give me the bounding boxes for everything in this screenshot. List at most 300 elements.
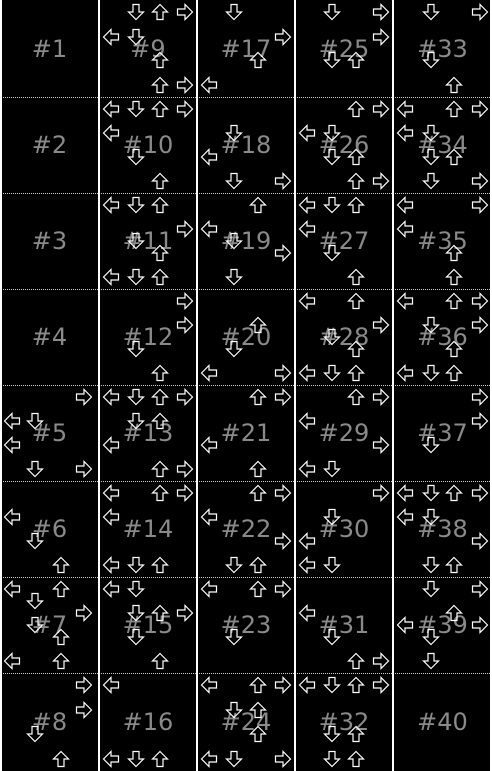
arrow-down-icon bbox=[422, 172, 440, 190]
arrow-right-icon bbox=[372, 100, 390, 118]
cell-40[interactable] bbox=[393, 673, 492, 771]
arrow-up-icon bbox=[52, 556, 70, 574]
arrow-up-icon bbox=[249, 676, 267, 694]
cell-label: #3 bbox=[31, 227, 68, 255]
cell-1[interactable] bbox=[0, 0, 99, 97]
row-divider bbox=[0, 97, 492, 98]
cell-14[interactable] bbox=[99, 481, 197, 577]
cell-label: #12 bbox=[122, 323, 174, 351]
arrow-up-icon bbox=[151, 604, 169, 622]
cell-label: #19 bbox=[220, 227, 272, 255]
row-divider bbox=[0, 577, 492, 578]
arrow-down-icon bbox=[422, 436, 440, 454]
arrow-up-icon bbox=[445, 268, 463, 286]
arrow-up-icon bbox=[151, 484, 169, 502]
arrow-up-icon bbox=[249, 580, 267, 598]
arrow-down-icon bbox=[323, 508, 341, 526]
arrow-right-icon bbox=[75, 388, 93, 406]
arrow-left-icon bbox=[298, 124, 316, 142]
cell-4[interactable] bbox=[0, 289, 99, 385]
arrow-right-icon bbox=[372, 3, 390, 21]
arrow-right-icon bbox=[176, 316, 194, 334]
arrow-down-icon bbox=[127, 628, 145, 646]
arrow-up-icon bbox=[445, 340, 463, 358]
arrow-left-icon bbox=[298, 220, 316, 238]
arrow-right-icon bbox=[372, 652, 390, 670]
arrow-down-icon bbox=[323, 556, 341, 574]
arrow-up-icon bbox=[347, 750, 365, 768]
arrow-right-icon bbox=[471, 412, 489, 430]
cell-label: #34 bbox=[417, 131, 468, 159]
arrow-down-icon bbox=[225, 556, 243, 574]
arrow-right-icon bbox=[274, 676, 292, 694]
arrow-left-icon bbox=[298, 460, 316, 478]
arrow-down-icon bbox=[422, 556, 440, 574]
arrow-up-icon bbox=[445, 604, 463, 622]
arrow-down-icon bbox=[127, 556, 145, 574]
arrow-left-icon bbox=[102, 388, 120, 406]
arrow-right-icon bbox=[75, 604, 93, 622]
arrow-right-icon bbox=[471, 100, 489, 118]
cell-label: #36 bbox=[417, 323, 468, 351]
cell-label: #38 bbox=[417, 515, 468, 543]
arrow-down-icon bbox=[422, 316, 440, 334]
arrow-right-icon bbox=[274, 388, 292, 406]
arrow-up-icon bbox=[151, 556, 169, 574]
arrow-up-icon bbox=[347, 292, 365, 310]
arrow-left-icon bbox=[200, 148, 218, 166]
arrow-up-icon bbox=[445, 364, 463, 382]
arrow-right-icon bbox=[176, 484, 194, 502]
arrow-up-icon bbox=[249, 51, 267, 69]
arrow-left-icon bbox=[3, 508, 21, 526]
arrow-down-icon bbox=[422, 484, 440, 502]
column-divider bbox=[98, 0, 100, 771]
arrow-down-icon bbox=[323, 244, 341, 262]
arrow-left-icon bbox=[3, 412, 21, 430]
arrow-up-icon bbox=[151, 412, 169, 430]
cell-37[interactable] bbox=[393, 385, 492, 481]
arrow-left-icon bbox=[396, 100, 414, 118]
arrow-right-icon bbox=[471, 388, 489, 406]
arrow-up-icon bbox=[52, 580, 70, 598]
arrow-left-icon bbox=[102, 484, 120, 502]
cell-label: #7 bbox=[31, 611, 68, 639]
cell-9[interactable] bbox=[99, 0, 197, 97]
arrow-right-icon bbox=[372, 436, 390, 454]
arrow-up-icon bbox=[52, 628, 70, 646]
arrow-up-icon bbox=[249, 725, 267, 743]
cell-13[interactable] bbox=[99, 385, 197, 481]
arrow-left-icon bbox=[396, 616, 414, 634]
arrow-right-icon bbox=[274, 580, 292, 598]
arrow-right-icon bbox=[176, 604, 194, 622]
arrow-down-icon bbox=[323, 148, 341, 166]
cell-label: #9 bbox=[130, 34, 166, 63]
arrow-down-icon bbox=[422, 652, 440, 670]
arrow-left-icon bbox=[396, 196, 414, 214]
arrow-down-icon bbox=[323, 328, 341, 346]
arrow-up-icon bbox=[347, 364, 365, 382]
arrow-left-icon bbox=[200, 580, 218, 598]
cell-3[interactable] bbox=[0, 193, 99, 289]
arrow-up-icon bbox=[151, 268, 169, 286]
arrow-down-icon bbox=[225, 701, 243, 719]
arrow-down-icon bbox=[127, 100, 145, 118]
arrow-right-icon bbox=[372, 28, 390, 46]
arrow-right-icon bbox=[274, 28, 292, 46]
arrow-up-icon bbox=[151, 196, 169, 214]
arrow-up-icon bbox=[347, 388, 365, 406]
row-divider bbox=[0, 481, 492, 482]
arrow-down-icon bbox=[127, 3, 145, 21]
row-divider bbox=[0, 385, 492, 386]
cell-label: #31 bbox=[318, 611, 370, 639]
arrow-left-icon bbox=[102, 28, 120, 46]
arrow-left-icon bbox=[102, 124, 120, 142]
cell-7[interactable] bbox=[0, 577, 99, 673]
arrow-down-icon bbox=[422, 508, 440, 526]
arrow-down-icon bbox=[225, 750, 243, 768]
arrow-left-icon bbox=[200, 750, 218, 768]
arrow-down-icon bbox=[323, 364, 341, 382]
cell-label: #20 bbox=[220, 323, 272, 351]
arrow-down-icon bbox=[127, 148, 145, 166]
cell-label: #40 bbox=[417, 708, 468, 736]
arrow-up-icon bbox=[151, 364, 169, 382]
row-divider bbox=[0, 289, 492, 290]
arrow-left-icon bbox=[102, 196, 120, 214]
arrow-down-icon bbox=[225, 268, 243, 286]
arrow-down-icon bbox=[422, 124, 440, 142]
arrow-up-icon bbox=[445, 484, 463, 502]
arrow-down-icon bbox=[26, 725, 44, 743]
cell-label: #30 bbox=[318, 515, 370, 543]
arrow-up-icon bbox=[445, 292, 463, 310]
arrow-up-icon bbox=[249, 316, 267, 334]
cell-34[interactable] bbox=[393, 97, 492, 193]
arrow-up-icon bbox=[151, 51, 169, 69]
arrow-left-icon bbox=[3, 436, 21, 454]
arrow-left-icon bbox=[200, 364, 218, 382]
arrow-up-icon bbox=[445, 76, 463, 94]
arrow-down-icon bbox=[225, 172, 243, 190]
cell-18[interactable] bbox=[197, 97, 295, 193]
cell-11[interactable] bbox=[99, 193, 197, 289]
arrow-down-icon bbox=[225, 340, 243, 358]
arrow-left-icon bbox=[298, 292, 316, 310]
cell-30[interactable] bbox=[295, 481, 393, 577]
arrow-up-icon bbox=[347, 652, 365, 670]
arrow-left-icon bbox=[396, 124, 414, 142]
arrow-left-icon bbox=[102, 100, 120, 118]
cell-label: #25 bbox=[318, 34, 370, 63]
column-divider bbox=[392, 0, 394, 771]
arrow-up-icon bbox=[347, 268, 365, 286]
cell-35[interactable] bbox=[393, 193, 492, 289]
cell-label: #11 bbox=[122, 227, 174, 255]
cell-28[interactable] bbox=[295, 289, 393, 385]
cell-label: #2 bbox=[31, 131, 68, 159]
arrow-left-icon bbox=[3, 580, 21, 598]
arrow-right-icon bbox=[176, 220, 194, 238]
arrow-up-icon bbox=[151, 652, 169, 670]
arrow-left-icon bbox=[396, 220, 414, 238]
cell-17[interactable] bbox=[197, 0, 295, 97]
arrow-left-icon bbox=[396, 484, 414, 502]
cell-label: #17 bbox=[220, 34, 272, 63]
arrow-right-icon bbox=[471, 172, 489, 190]
arrow-up-icon bbox=[445, 148, 463, 166]
arrow-left-icon bbox=[298, 412, 316, 430]
arrow-down-icon bbox=[26, 616, 44, 634]
arrow-right-icon bbox=[176, 460, 194, 478]
arrow-left-icon bbox=[200, 676, 218, 694]
arrow-right-icon bbox=[75, 460, 93, 478]
arrow-right-icon bbox=[75, 701, 93, 719]
arrow-right-icon bbox=[471, 532, 489, 550]
arrow-down-icon bbox=[26, 592, 44, 610]
arrow-up-icon bbox=[249, 556, 267, 574]
arrow-down-icon bbox=[127, 28, 145, 46]
arrow-up-icon bbox=[249, 388, 267, 406]
arrow-left-icon bbox=[200, 220, 218, 238]
arrow-down-icon bbox=[127, 604, 145, 622]
cell-10[interactable] bbox=[99, 97, 197, 193]
arrow-down-icon bbox=[127, 750, 145, 768]
arrow-down-icon bbox=[26, 412, 44, 430]
cell-label: #4 bbox=[31, 323, 68, 351]
arrow-up-icon bbox=[249, 460, 267, 478]
arrow-up-icon bbox=[347, 51, 365, 69]
cell-6[interactable] bbox=[0, 481, 99, 577]
arrow-up-icon bbox=[347, 725, 365, 743]
column-divider bbox=[196, 0, 198, 771]
arrow-up-icon bbox=[52, 652, 70, 670]
arrow-up-icon bbox=[151, 100, 169, 118]
arrow-down-icon bbox=[422, 51, 440, 69]
arrow-left-icon bbox=[396, 292, 414, 310]
cell-25[interactable] bbox=[295, 0, 393, 97]
row-divider bbox=[0, 673, 492, 674]
arrow-left-icon bbox=[396, 508, 414, 526]
arrow-down-icon bbox=[422, 3, 440, 21]
arrow-down-icon bbox=[323, 628, 341, 646]
arrow-up-icon bbox=[347, 100, 365, 118]
cell-label: #10 bbox=[122, 131, 174, 159]
arrow-down-icon bbox=[127, 388, 145, 406]
cell-label: #18 bbox=[220, 131, 272, 159]
arrow-down-icon bbox=[323, 750, 341, 768]
arrow-right-icon bbox=[372, 316, 390, 334]
cell-label: #1 bbox=[31, 34, 68, 63]
cell-23[interactable] bbox=[197, 577, 295, 673]
arrow-left-icon bbox=[298, 532, 316, 550]
cell-label: #39 bbox=[417, 611, 468, 639]
cell-22[interactable] bbox=[197, 481, 295, 577]
arrow-right-icon bbox=[471, 616, 489, 634]
cell-label: #27 bbox=[318, 227, 370, 255]
arrow-up-icon bbox=[249, 484, 267, 502]
arrow-down-icon bbox=[323, 196, 341, 214]
cell-27[interactable] bbox=[295, 193, 393, 289]
cell-label: #5 bbox=[31, 419, 68, 447]
cell-39[interactable] bbox=[393, 577, 492, 673]
arrow-right-icon bbox=[176, 388, 194, 406]
arrow-down-icon bbox=[225, 628, 243, 646]
arrow-down-icon bbox=[127, 196, 145, 214]
arrow-up-icon bbox=[347, 196, 365, 214]
arrow-down-icon bbox=[225, 124, 243, 142]
arrow-down-icon bbox=[422, 580, 440, 598]
cell-8[interactable] bbox=[0, 673, 99, 771]
arrow-down-icon bbox=[323, 725, 341, 743]
cell-26[interactable] bbox=[295, 97, 393, 193]
arrow-right-icon bbox=[372, 484, 390, 502]
cell-label: #26 bbox=[318, 131, 370, 159]
arrow-down-icon bbox=[323, 676, 341, 694]
cell-label: #29 bbox=[318, 419, 370, 447]
cell-19[interactable] bbox=[197, 193, 295, 289]
arrow-right-icon bbox=[274, 244, 292, 262]
arrow-down-icon bbox=[422, 628, 440, 646]
arrow-up-icon bbox=[347, 676, 365, 694]
cell-15[interactable] bbox=[99, 577, 197, 673]
arrow-up-icon bbox=[249, 701, 267, 719]
cell-36[interactable] bbox=[393, 289, 492, 385]
arrow-right-icon bbox=[372, 676, 390, 694]
cell-label: #24 bbox=[220, 708, 272, 736]
arrow-down-icon bbox=[127, 580, 145, 598]
arrow-right-icon bbox=[471, 580, 489, 598]
arrow-right-icon bbox=[274, 484, 292, 502]
cell-label: #32 bbox=[318, 708, 370, 736]
column-divider bbox=[294, 0, 296, 771]
cell-label: #22 bbox=[220, 515, 272, 543]
cell-label: #13 bbox=[122, 419, 174, 447]
arrow-up-icon bbox=[151, 3, 169, 21]
arrow-up-icon bbox=[151, 76, 169, 94]
arrow-left-icon bbox=[200, 436, 218, 454]
arrow-right-icon bbox=[75, 676, 93, 694]
arrow-up-icon bbox=[151, 388, 169, 406]
arrow-down-icon bbox=[26, 532, 44, 550]
arrow-down-icon bbox=[323, 51, 341, 69]
cell-label: #23 bbox=[220, 611, 272, 639]
arrow-up-icon bbox=[347, 148, 365, 166]
cell-label: #33 bbox=[417, 34, 468, 63]
arrow-left-icon bbox=[102, 750, 120, 768]
arrow-right-icon bbox=[274, 364, 292, 382]
arrow-up-icon bbox=[445, 100, 463, 118]
arrow-down-icon bbox=[422, 364, 440, 382]
cell-label: #14 bbox=[122, 515, 174, 543]
arrow-right-icon bbox=[274, 172, 292, 190]
arrow-left-icon bbox=[3, 652, 21, 670]
arrow-up-icon bbox=[151, 750, 169, 768]
cell-label: #21 bbox=[220, 419, 272, 447]
cell-16[interactable] bbox=[99, 673, 197, 771]
cell-24[interactable] bbox=[197, 673, 295, 771]
cell-29[interactable] bbox=[295, 385, 393, 481]
arrow-down-icon bbox=[127, 232, 145, 250]
arrow-down-icon bbox=[422, 148, 440, 166]
arrow-left-icon bbox=[102, 268, 120, 286]
cell-32[interactable] bbox=[295, 673, 393, 771]
cell-21[interactable] bbox=[197, 385, 295, 481]
column-divider bbox=[0, 0, 2, 771]
cell-12[interactable] bbox=[99, 289, 197, 385]
arrow-right-icon bbox=[176, 100, 194, 118]
arrow-right-icon bbox=[471, 292, 489, 310]
cell-label: #16 bbox=[122, 708, 174, 736]
arrow-left-icon bbox=[298, 364, 316, 382]
arrow-up-icon bbox=[347, 172, 365, 190]
arrow-left-icon bbox=[102, 676, 120, 694]
cell-label: #35 bbox=[417, 227, 468, 255]
arrow-up-icon bbox=[347, 340, 365, 358]
cell-31[interactable] bbox=[295, 577, 393, 673]
arrow-right-icon bbox=[471, 316, 489, 334]
arrow-down-icon bbox=[127, 340, 145, 358]
cell-label: #15 bbox=[122, 611, 174, 639]
cell-label: #6 bbox=[31, 515, 68, 543]
arrow-down-icon bbox=[323, 460, 341, 478]
arrow-left-icon bbox=[102, 580, 120, 598]
arrow-left-icon bbox=[200, 76, 218, 94]
arrow-right-icon bbox=[176, 292, 194, 310]
arrow-left-icon bbox=[396, 364, 414, 382]
cell-label: #28 bbox=[318, 323, 370, 351]
arrow-right-icon bbox=[471, 196, 489, 214]
cell-20[interactable] bbox=[197, 289, 295, 385]
arrow-right-icon bbox=[471, 484, 489, 502]
cell-33[interactable] bbox=[393, 0, 492, 97]
arrow-up-icon bbox=[445, 244, 463, 262]
arrow-left-icon bbox=[102, 508, 120, 526]
arrow-up-icon bbox=[52, 750, 70, 768]
arrow-left-icon bbox=[298, 196, 316, 214]
cell-label: #37 bbox=[417, 419, 468, 447]
arrow-down-icon bbox=[127, 268, 145, 286]
arrow-right-icon bbox=[176, 76, 194, 94]
cell-5[interactable] bbox=[0, 385, 99, 481]
arrow-right-icon bbox=[176, 3, 194, 21]
arrow-left-icon bbox=[298, 604, 316, 622]
arrow-up-icon bbox=[249, 196, 267, 214]
arrow-down-icon bbox=[225, 232, 243, 250]
arrow-down-icon bbox=[323, 124, 341, 142]
arrow-left-icon bbox=[298, 556, 316, 574]
arrow-left-icon bbox=[298, 676, 316, 694]
arrow-left-icon bbox=[102, 556, 120, 574]
arrow-up-icon bbox=[151, 172, 169, 190]
arrow-left-icon bbox=[102, 436, 120, 454]
cell-38[interactable] bbox=[393, 481, 492, 577]
arrow-down-icon bbox=[26, 460, 44, 478]
arrow-down-icon bbox=[323, 3, 341, 21]
arrow-down-icon bbox=[225, 3, 243, 21]
arrow-up-icon bbox=[151, 460, 169, 478]
arrow-right-icon bbox=[274, 750, 292, 768]
arrow-up-icon bbox=[151, 244, 169, 262]
row-divider bbox=[0, 193, 492, 194]
arrow-right-icon bbox=[471, 3, 489, 21]
arrow-right-icon bbox=[372, 172, 390, 190]
arrow-down-icon bbox=[127, 412, 145, 430]
arrow-right-icon bbox=[372, 388, 390, 406]
cell-2[interactable] bbox=[0, 97, 99, 193]
